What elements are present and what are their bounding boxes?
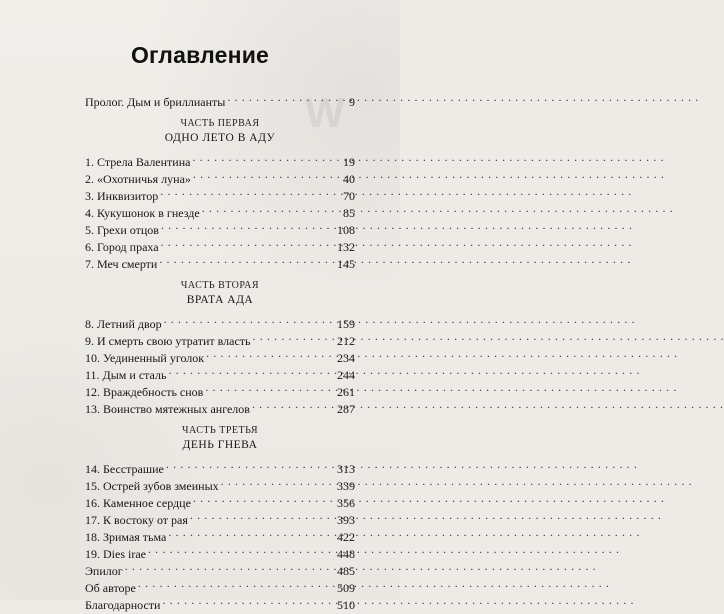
toc-entry bbox=[85, 456, 355, 476]
entry-label: 6. Город праха bbox=[85, 240, 159, 254]
part-label: ЧАСТЬ ВТОРАЯ bbox=[180, 280, 260, 291]
entry-page: 145 bbox=[337, 257, 355, 271]
entry-label: 16. Каменное сердце bbox=[85, 496, 191, 510]
entry-label: Об авторе bbox=[85, 581, 136, 595]
dot-leader bbox=[252, 396, 335, 413]
dot-leader bbox=[168, 524, 335, 541]
dot-leader bbox=[205, 379, 335, 396]
part-header-2 bbox=[85, 279, 355, 308]
entry-label: Эпилог bbox=[85, 564, 123, 578]
toc-entry-prologue bbox=[85, 89, 355, 109]
entry-page: 485 bbox=[337, 564, 355, 578]
entry-label: 11. Дым и сталь bbox=[85, 368, 167, 382]
entry-page: 132 bbox=[337, 240, 355, 254]
entry-page: 393 bbox=[337, 513, 355, 527]
entry-label: 2. «Охотничья луна» bbox=[85, 172, 191, 186]
dot-leader bbox=[221, 473, 335, 490]
toc-entry bbox=[85, 149, 355, 169]
entry-page: 9 bbox=[349, 95, 355, 109]
entry-page: 85 bbox=[343, 206, 355, 220]
dot-leader bbox=[125, 558, 335, 575]
part-label: ЧАСТЬ ТРЕТЬЯ bbox=[181, 425, 258, 436]
toc-entry bbox=[85, 311, 355, 331]
toc-entry-epilogue bbox=[85, 558, 355, 578]
entry-label: Благодарности bbox=[85, 598, 161, 612]
dot-leader bbox=[193, 490, 335, 507]
dot-leader bbox=[206, 345, 335, 362]
dot-leader bbox=[148, 541, 335, 558]
entry-page: 509 bbox=[337, 581, 355, 595]
page-title: Оглавление bbox=[130, 42, 270, 68]
dot-leader bbox=[192, 149, 341, 166]
entry-label: 3. Инквизитор bbox=[85, 189, 159, 203]
dot-leader bbox=[161, 217, 335, 234]
entry-label: 10. Уединенный уголок bbox=[85, 351, 205, 365]
entry-page: 287 bbox=[337, 402, 355, 416]
dot-leader bbox=[253, 328, 335, 345]
entry-page: 19 bbox=[343, 155, 355, 169]
entry-label: 8. Летний двор bbox=[85, 317, 162, 331]
bleed-through-text: W bbox=[305, 89, 345, 136]
part-title: ВРАТА АДА bbox=[186, 294, 254, 306]
dot-leader bbox=[164, 311, 335, 328]
entry-label: 17. К востоку от рая bbox=[85, 513, 188, 527]
entry-label: 12. Враждебность снов bbox=[85, 385, 204, 399]
dot-leader bbox=[166, 456, 335, 473]
entry-page: 510 bbox=[337, 598, 355, 612]
toc-entry-about-author bbox=[85, 575, 355, 595]
dot-leader bbox=[202, 200, 341, 217]
entry-page: 212 bbox=[337, 334, 355, 348]
dot-leader bbox=[161, 234, 335, 251]
entry-page: 159 bbox=[337, 317, 355, 331]
entry-page: 356 bbox=[337, 496, 355, 510]
entry-page: 244 bbox=[337, 368, 355, 382]
dot-leader bbox=[190, 507, 335, 524]
entry-label: 5. Грехи отцов bbox=[85, 223, 159, 237]
entry-page: 108 bbox=[337, 223, 355, 237]
dot-leader bbox=[162, 592, 335, 609]
entry-label: 4. Кукушонок в гнезде bbox=[85, 206, 200, 220]
entry-label: 1. Стрела Валентина bbox=[85, 155, 191, 169]
entry-page: 313 bbox=[337, 462, 355, 476]
dot-leader bbox=[159, 251, 335, 268]
dot-leader bbox=[168, 362, 335, 379]
part-label: ЧАСТЬ ПЕРВАЯ bbox=[180, 118, 260, 129]
part-header-3 bbox=[85, 424, 355, 453]
dot-leader bbox=[160, 183, 341, 200]
dot-leader bbox=[227, 89, 347, 106]
table-of-contents bbox=[85, 89, 355, 612]
entry-label: 14. Бесстрашие bbox=[85, 462, 164, 476]
entry-label: 19. Dies irae bbox=[85, 547, 146, 561]
part-title: ОДНО ЛЕТО В АДУ bbox=[164, 132, 276, 144]
dot-leader bbox=[138, 575, 335, 592]
dot-leader bbox=[193, 166, 341, 183]
part-header-1 bbox=[85, 117, 355, 146]
entry-page: 234 bbox=[337, 351, 355, 365]
entry-label: 9. И смерть свою утратит власть bbox=[85, 334, 251, 348]
entry-page: 40 bbox=[343, 172, 355, 186]
entry-label: 7. Меч смерти bbox=[85, 257, 158, 271]
entry-page: 339 bbox=[337, 479, 355, 493]
entry-page: 261 bbox=[337, 385, 355, 399]
part-title: ДЕНЬ ГНЕВА bbox=[182, 439, 258, 451]
entry-page: 70 bbox=[343, 189, 355, 203]
entry-page: 422 bbox=[337, 530, 355, 544]
entry-label: Пролог. Дым и бриллианты bbox=[85, 95, 226, 109]
entry-page: 448 bbox=[337, 547, 355, 561]
entry-label: 13. Воинство мятежных ангелов bbox=[85, 402, 250, 416]
entry-label: 18. Зримая тьма bbox=[85, 530, 167, 544]
entry-label: 15. Острей зубов змеиных bbox=[85, 479, 219, 493]
